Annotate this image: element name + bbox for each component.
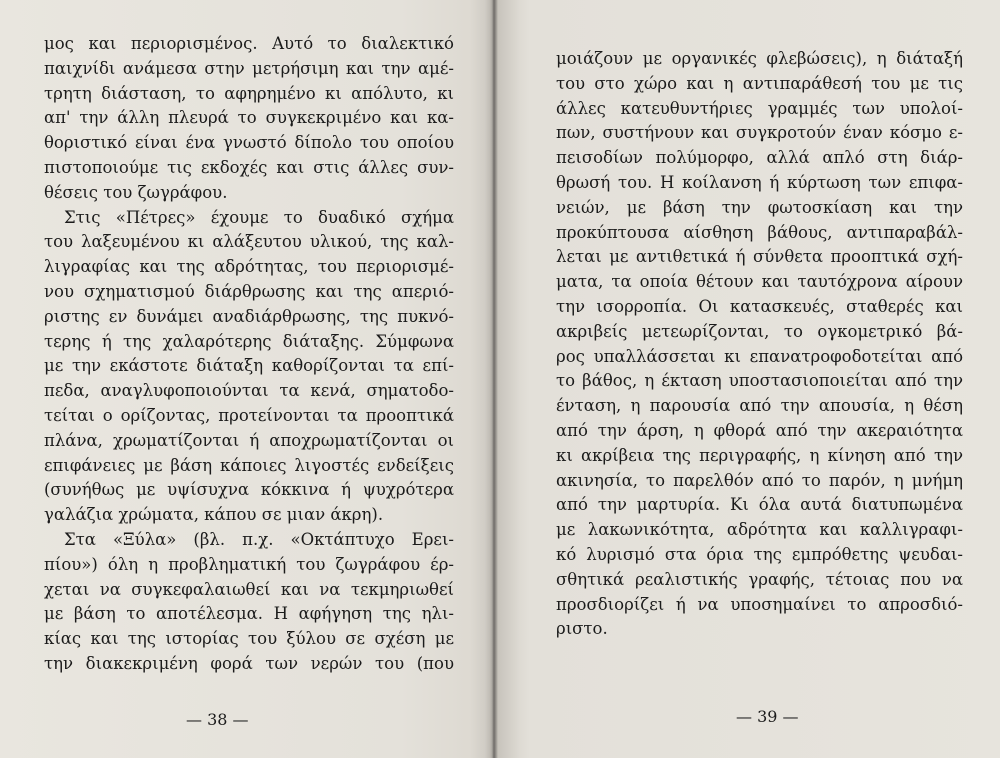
text-line: πιστοποιούμε τις εκδοχές και στις άλλες συν-: [44, 157, 454, 177]
text-line: λεται με αντιθετικά ή σύνθετα προοπτικά σχή-: [556, 247, 963, 267]
text-line: πων, συστήνουν και συγκροτούν έναν κόσμο ε-: [556, 123, 963, 143]
text-line: με λακωνικότητα, αδρότητα και καλλιγραφι-: [556, 520, 963, 540]
right-page: [494, 0, 1000, 758]
text-line: θέσεις του ζωγράφου.: [44, 182, 228, 202]
text-line: την ισορροπία. Οι κατασκευές, σταθερές και: [556, 296, 963, 316]
left-page: [0, 0, 492, 758]
right-page-text: [556, 47, 963, 642]
text-line: μος και περιορισμένος. Αυτό το διαλεκτικό: [44, 34, 454, 53]
text-line: τείται ο ορίζοντας, προτείνονται τα προοπτικά: [44, 405, 454, 425]
text-line: (συνήθως με υψίσυχνα κόκκινα ή ψυχρότερα: [44, 480, 454, 500]
text-line: ριστης εν δυνάμει αναδιάρθρωσης, της πυκνό-: [44, 306, 454, 326]
text-line: προσδιορίζει ή να υποσημαίνει το απροσδιό-: [556, 594, 963, 614]
text-line: ένταση, η παρουσία από την απουσία, η θέση: [556, 396, 963, 416]
text-line: επιφάνειες με βάση κάποιες λιγοστές ενδείξεις: [44, 455, 454, 475]
text-line: την διακεκριμένη φορά των νερών του (που: [44, 653, 454, 673]
text-line: άλλες κατευθυντήριες γραμμές των υπολοί-: [556, 98, 963, 118]
text-line: τερης ή της χαλαρότερης διάταξης. Σύμφωνα: [44, 331, 454, 351]
text-line: το βάθος, η έκταση υποστασιοποιείται από την: [556, 371, 963, 391]
text-line: ριστο.: [556, 619, 608, 639]
text-line: Στις «Πέτρες» έχουμε το δυαδικό σχήμα: [64, 207, 454, 227]
page-number: — 38 —: [186, 710, 249, 729]
text-line: πλάνα, χρωματίζονται ή αποχρωματίζονται οι: [44, 430, 454, 450]
text-line: σθητικά ρεαλιστικής γραφής, τέτοιας που να: [556, 569, 963, 589]
text-line: τρητη διάσταση, το αφηρημένο κι απόλυτο, κι: [44, 83, 454, 103]
text-line: του στο χώρο και η αντιπαράθεσή του με τις: [556, 73, 963, 93]
text-line: απ' την άλλη πλευρά το συγκεκριμένο και κα-: [44, 108, 454, 128]
left-page-text: [44, 32, 454, 677]
text-line: προκύπτουσα αίσθηση βάθους, αντιπαραβάλ-: [556, 222, 963, 242]
text-line: μοιάζουν με οργανικές φλεβώσεις), η διάταξή: [556, 49, 963, 68]
text-line: νου σχηματισμού διάρθρωσης και της απεριό-: [44, 281, 454, 301]
text-line: θρωσή του. Η κοίλανση ή κύρτωση των επιφα-: [556, 172, 963, 192]
text-line: πεδα, αναγλυφοποιούνται τα κενά, σηματοδο-: [44, 381, 454, 401]
text-line: κι ακρίβεια της περιγραφής, η κίνηση από την: [556, 445, 963, 465]
text-line: ακινησία, το παρελθόν από το παρόν, η μνήμη: [556, 470, 963, 490]
text-line: κό λυρισμό στα όρια της εμπρόθετης ψευδαι-: [556, 544, 963, 564]
text-line: νειών, με βάση την φωτοσκίαση και την: [556, 197, 963, 217]
text-line: ρος υπαλλάσσεται κι επανατροφοδοτείται από: [556, 346, 963, 366]
text-line: γαλάζια χρώματα, κάπου σε μιαν άκρη).: [44, 505, 384, 525]
text-line: παιχνίδι ανάμεσα στην μετρήσιμη και την αμέ-: [44, 58, 454, 78]
text-line: του λαξευμένου κι αλάξευτου υλικού, της καλ-: [44, 232, 454, 252]
text-line: Στα «Ξύλα» (βλ. π.χ. «Οκτάπτυχο Ερει-: [64, 529, 454, 549]
text-line: ακριβείς μετεωρίζονται, το ογκομετρικό βά-: [556, 321, 963, 341]
text-line: με βάση το αποτέλεσμα. Η αφήγηση της ηλι-: [44, 604, 454, 624]
text-line: κίας και της ιστορίας του ξύλου σε σχέση με: [44, 629, 454, 649]
text-line: θοριστικό είναι ένα γνωστό δίπολο του οποίου: [44, 133, 454, 153]
text-line: από την μαρτυρία. Κι όλα αυτά διατυπωμένα: [556, 495, 963, 515]
text-line: ματα, τα οποία θέτουν και ταυτόχρονα αίρουν: [556, 272, 963, 292]
text-line: λιγραφίας και της αδρότητας, του περιορισμέ-: [44, 257, 454, 277]
page-number: — 39 —: [736, 707, 799, 726]
text-line: με την εκάστοτε διάταξη καθορίζονται τα επί-: [44, 356, 454, 376]
text-line: από την άρση, η φθορά από την ακεραιότητα: [556, 420, 963, 440]
text-line: πεισοδίων πολύμορφο, αλλά απλό στη διάρ-: [556, 148, 963, 168]
text-line: χεται να συγκεφαλαιωθεί και να τεκμηριωθεί: [44, 579, 454, 599]
text-line: πίου») όλη η προβληματική του ζωγράφου έρ-: [44, 554, 454, 574]
